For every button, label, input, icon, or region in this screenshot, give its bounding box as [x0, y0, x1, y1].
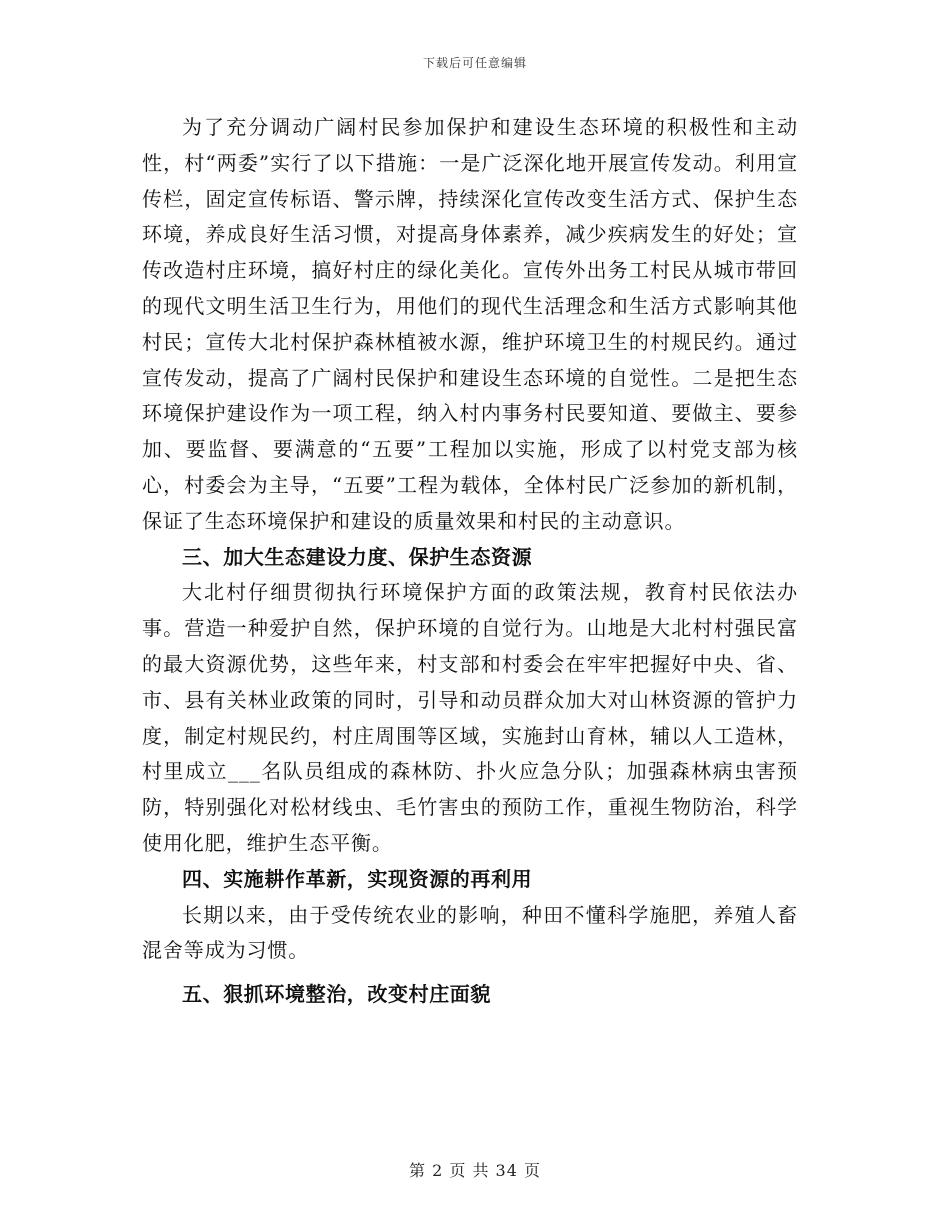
heading-section-3: 三、加大生态建设力度、保护生态资源: [182, 544, 533, 569]
heading-section-4: 四、实施耕作革新，实现资源的再利用: [182, 866, 533, 891]
heading-section-5: 五、狠抓环境整治，改变村庄面貌: [182, 982, 491, 1007]
paragraph-ecology-protection: 大北村仔细贯彻执行环境保护方面的政策法规，教育村民依法办事。营造一种爱护自然，保护环境的自觉行为。山地是大北村村强民富的最大资源优势，这些年来，村支部和村委会在牢牢把握好中央、省、市、县有关林业政策的同时，引导和动员群众加大对山林资源的管护力度，制定村规民约，村庄周围等区域，实施封山育林，辅以人工造林，村里成立___名队员组成的森林防、扑火应急分队；加强森林病虫害预防，特别强化对松材线虫、毛竹害虫的预防工作，重视生物防治，科学使用化肥，维护生态平衡。: [142, 580, 798, 855]
document-body: [142, 110, 798, 1013]
header-note: 下载后可任意编辑: [422, 56, 527, 70]
paragraph-measures: 为了充分调动广阔村民参加保护和建设生态环境的积极性和主动性，村“两委”实行了以下措施：一是广泛深化地开展宣传发动。利用宣传栏，固定宣传标语、警示牌，持续深化宣传改变生活方式、保护生态环境，养成良好生活习惯，对提高身体素养，减少疾病发生的好处；宣传改造村庄环境，搞好村庄的绿化美化。宣传外出务工村民从城市带回的现代文明生活卫生行为，用他们的现代生活理念和生活方式影响其他村民；宣传大北村保护森林植被水源，维护环境卫生的村规民约。通过宣传发动，提高了广阔村民保护和建设生态环境的自觉性。二是把生态环境保护建设作为一项工程，纳入村内事务村民要知道、要做主、要参加、要监督、要满意的“五要”工程加以实施，形成了以村党支部为核心，村委会为主导，“五要”工程为载体，全体村民广泛参加的新机制，保证了生态环境保护和建设的质量效果和村民的主动意识。: [142, 115, 798, 533]
paragraph-farming-reform: 长期以来，由于受传统农业的影响，种田不懂科学施肥，养殖人畜混舍等成为习惯。: [142, 902, 798, 963]
page-number-footer: 第 2 页 共 34 页: [409, 1161, 541, 1180]
